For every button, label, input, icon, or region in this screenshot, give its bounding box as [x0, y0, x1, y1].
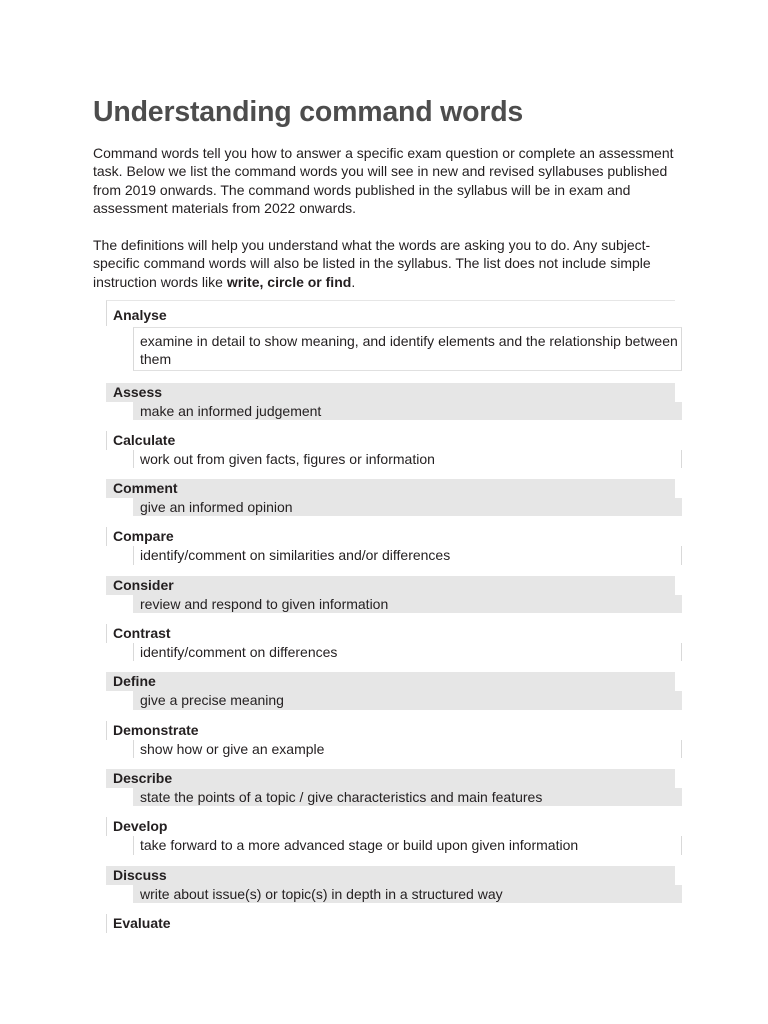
- command-word-entry: [106, 721, 682, 758]
- command-word-definition: show how or give an example: [133, 740, 682, 758]
- command-word-term: Describe: [106, 769, 675, 788]
- command-word-definition: give a precise meaning: [133, 691, 682, 709]
- command-word-definition: make an informed judgement: [133, 402, 682, 420]
- command-word-definition: state the points of a topic / give characteristics and main features: [133, 788, 682, 806]
- page-title: Understanding command words: [93, 96, 524, 128]
- command-word-entry: [106, 672, 682, 709]
- command-word-term: Comment: [106, 479, 675, 498]
- instruction-words: write, circle or find: [226, 273, 352, 290]
- command-word-entry: [106, 527, 682, 564]
- command-word-entry: [106, 300, 682, 371]
- command-word-term: Contrast: [106, 624, 675, 643]
- command-word-term: Discuss: [106, 866, 675, 885]
- command-word-term: Evaluate: [106, 914, 675, 933]
- command-word-definition: identify/comment on differences: [133, 643, 682, 661]
- command-word-definition: examine in detail to show meaning, and identify elements and the relationship between them: [133, 327, 682, 371]
- command-word-term: Consider: [106, 576, 675, 595]
- command-word-definition: review and respond to given information: [133, 595, 682, 613]
- intro-paragraph-1: Command words tell you how to answer a specific exam question or complete an assessment task. Below we list the command words you will see in new and revised syllabuses published from 2019 onwards. The command words published in the syllabus will be in exam and assessment materials from 2022 onwards.: [93, 145, 674, 216]
- command-word-entry: [106, 769, 682, 806]
- command-word-term: Develop: [106, 817, 675, 836]
- command-word-term: Define: [106, 672, 675, 691]
- command-word-entry: [106, 576, 682, 613]
- command-word-entry: [106, 431, 682, 468]
- command-word-term: Compare: [106, 527, 675, 546]
- command-word-definition: give an informed opinion: [133, 498, 682, 516]
- intro-paragraph-2-text: The definitions will help you understand what the words are asking you to do. Any subject-specific command words will also be listed in the syllabus. The list does not include simple instruction words like: [93, 237, 651, 290]
- command-word-term: Assess: [106, 383, 675, 402]
- command-word-entry: [106, 479, 682, 516]
- command-word-entry: [106, 914, 682, 933]
- intro-paragraph-2: [93, 236, 678, 291]
- command-word-term: Calculate: [106, 431, 675, 450]
- command-word-entry: [106, 624, 682, 661]
- command-word-term: Analyse: [106, 300, 675, 326]
- command-word-entry: [106, 817, 682, 854]
- command-word-definition: take forward to a more advanced stage or build upon given information: [133, 836, 682, 854]
- command-word-entry: [106, 383, 682, 420]
- command-word-entry: [106, 866, 682, 903]
- command-word-definition: identify/comment on similarities and/or differences: [133, 546, 682, 564]
- command-word-definition: work out from given facts, figures or information: [133, 450, 682, 468]
- command-word-term: Demonstrate: [106, 721, 675, 740]
- command-words-table: [106, 300, 682, 933]
- command-word-definition: write about issue(s) or topic(s) in depth in a structured way: [133, 885, 682, 903]
- intro-paragraph-2-end: .: [351, 273, 356, 290]
